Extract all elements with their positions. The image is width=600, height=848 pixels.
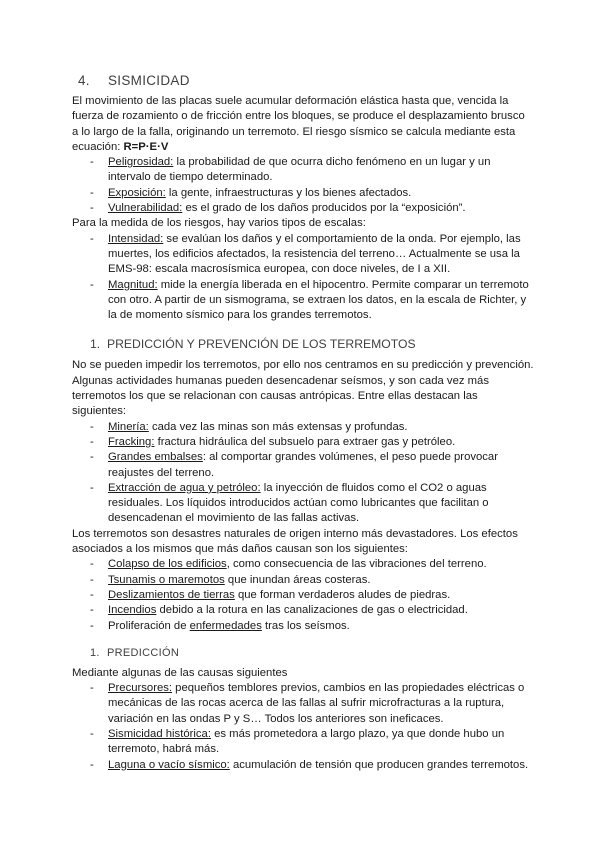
- definition: tras los seísmos.: [261, 619, 350, 632]
- list-item: [72, 420, 534, 435]
- list-item: [72, 557, 534, 572]
- definition: que forman verdaderos aludes de piedras.: [234, 588, 451, 601]
- subsection-number: 1.: [90, 646, 100, 659]
- list-item: [72, 619, 534, 634]
- term: Tsunamis o maremotos: [108, 573, 225, 586]
- definition: que inundan áreas costeras.: [224, 573, 371, 586]
- bullet-dash: -: [90, 451, 94, 464]
- term: Exposición:: [108, 186, 166, 199]
- list-item: [72, 450, 534, 481]
- section-heading: [78, 72, 534, 90]
- bullet-dash: -: [90, 278, 94, 291]
- bullet-dash: -: [90, 727, 94, 740]
- prefix: Proliferación de: [108, 619, 190, 632]
- predictors-list: [72, 681, 534, 773]
- term: Incendios: [108, 604, 157, 617]
- scales-list: [72, 232, 534, 324]
- term: Grandes embalses: [108, 451, 203, 464]
- definition: fractura hidráulica del subsuelo para extraer gas y petróleo.: [154, 435, 456, 448]
- subsection-intro: No se pueden impedir los terremotos, por ello nos centramos en su predicción y prevención. Algunas actividades humanas pueden desencadenar seísmos, y son cada vez más terremotos los que se relacionan con causas antrópicas. Entre ellas destacan las siguientes:: [72, 359, 534, 418]
- definition: la inyección de fluidos como el CO2 o aguas residuales. Los líquidos introducidos actúan como lubricantes que facilitan o desencadenan el movimiento de las fallas activas.: [108, 481, 489, 525]
- bullet-dash: -: [90, 186, 94, 199]
- list-item: [72, 186, 534, 201]
- bullet-dash: -: [90, 758, 94, 771]
- subsection-heading: [90, 336, 534, 352]
- list-item: [72, 727, 534, 758]
- term: Vulnerabilidad:: [108, 202, 183, 215]
- subsection-title: PREDICCIÓN: [107, 646, 180, 659]
- list-item: [72, 588, 534, 603]
- list-item: [72, 603, 534, 618]
- term: Colapso de los edificios: [108, 558, 227, 571]
- definition: la gente, infraestructuras y los bienes afectados.: [165, 186, 412, 199]
- list-item: [72, 278, 534, 324]
- list-item: [72, 681, 534, 727]
- bullet-dash: -: [90, 435, 94, 448]
- section-title: SISMICIDAD: [108, 73, 190, 88]
- term: Intensidad:: [108, 232, 164, 245]
- term: enfermedades: [189, 619, 262, 632]
- subsection-number: 1.: [90, 337, 101, 352]
- intro-text: El movimiento de las placas suele acumular deformación elástica hasta que, vencida la fuerza de rozamiento o de fricción entre los bloques, se produce el desplazamiento brusco a lo largo de la falla, originando un terremoto. El riesgo sísmico se calcula mediante esta ecuación:: [72, 95, 525, 153]
- definition: acumulación de tensión que producen grandes terremotos.: [229, 758, 529, 771]
- term: Precursores:: [108, 682, 173, 695]
- document-content: [72, 72, 534, 773]
- term: Extracción de agua y petróleo:: [108, 481, 261, 494]
- causes-list: [72, 420, 534, 527]
- list-item: [72, 758, 534, 773]
- list-item: [72, 573, 534, 588]
- term: Sismicidad histórica:: [108, 727, 211, 740]
- bullet-dash: -: [90, 588, 94, 601]
- bullet-dash: -: [90, 558, 94, 571]
- bullet-dash: -: [90, 604, 94, 617]
- list-item: [72, 481, 534, 527]
- bullet-dash: -: [90, 682, 94, 695]
- scales-intro: Para la medida de los riesgos, hay varios tipos de escalas:: [72, 217, 366, 230]
- term: Peligrosidad:: [108, 156, 174, 169]
- bullet-dash: -: [90, 481, 94, 494]
- definition: pequeños temblores previos, cambios en las propiedades eléctricas o mecánicas de las rocas acerca de las fallas al sufrir microfracturas a la ruptura, variación en las ondas P y S… Todos los anteriores son ineficaces.: [108, 682, 525, 725]
- subsection-heading: [90, 646, 534, 661]
- list-item: [72, 155, 534, 186]
- risk-formula: R=P·E·V: [123, 140, 169, 153]
- effects-intro: Los terremotos son desastres naturales de origen interno más devastadores. Los efectos asociados a los mismos que más daños causan son los siguientes:: [72, 527, 518, 556]
- effects-list: [72, 557, 534, 633]
- bullet-dash: -: [90, 420, 94, 433]
- term: Deslizamientos de tierras: [108, 588, 235, 601]
- term: Fracking:: [108, 435, 155, 448]
- list-item: [72, 435, 534, 450]
- bullet-dash: -: [90, 202, 94, 215]
- definition: : al comportar grandes volúmenes, el peso puede provocar reajustes del terreno.: [108, 451, 498, 479]
- term: Minería:: [108, 420, 149, 433]
- section-number: 4.: [78, 73, 90, 88]
- subsection-title: PREDICCIÓN Y PREVENCIÓN DE LOS TERREMOTOS: [107, 337, 416, 352]
- definition: es el grado de los daños producidos por la “exposición”.: [182, 202, 466, 215]
- definition: se evalúan los daños y el comportamiento de la onda. Por ejemplo, las muertes, los edificios afectados, la resistencia del terreno… Actualmente se usa la EMS-98: escala macrosísmica europea, con doce niveles, de I a XII.: [108, 232, 521, 276]
- term: Magnitud:: [108, 278, 158, 291]
- bullet-dash: -: [90, 156, 94, 169]
- definition: es más prometedora a largo plazo, ya que donde hubo un terremoto, habrá más.: [108, 727, 505, 756]
- definition: la probabilidad de que ocurra dicho fenómeno en un lugar y un intervalo de tiempo determinado.: [108, 156, 491, 184]
- intro-paragraph: [72, 94, 534, 155]
- list-item: [72, 201, 534, 216]
- definition: cada vez las minas son más extensas y profundas.: [148, 420, 408, 433]
- definition: mide la energía liberada en el hipocentro. Permite comparar un terremoto con otro. A partir de un sismograma, se extraen los datos, en la escala de Richter, y la de momento sísmico para los grandes terremotos.: [108, 278, 529, 322]
- bullet-dash: -: [90, 573, 94, 586]
- bullet-dash: -: [90, 232, 94, 245]
- risk-factors-list: [72, 155, 534, 216]
- definition: , como consecuencia de las vibraciones del terreno.: [226, 558, 487, 571]
- bullet-dash: -: [90, 619, 94, 632]
- definition: debido a la rotura en las canalizaciones de gas o electricidad.: [156, 604, 468, 617]
- term: Laguna o vacío sísmico:: [108, 758, 230, 771]
- subsection-intro: Mediante algunas de las causas siguientes: [72, 666, 288, 679]
- list-item: [72, 232, 534, 278]
